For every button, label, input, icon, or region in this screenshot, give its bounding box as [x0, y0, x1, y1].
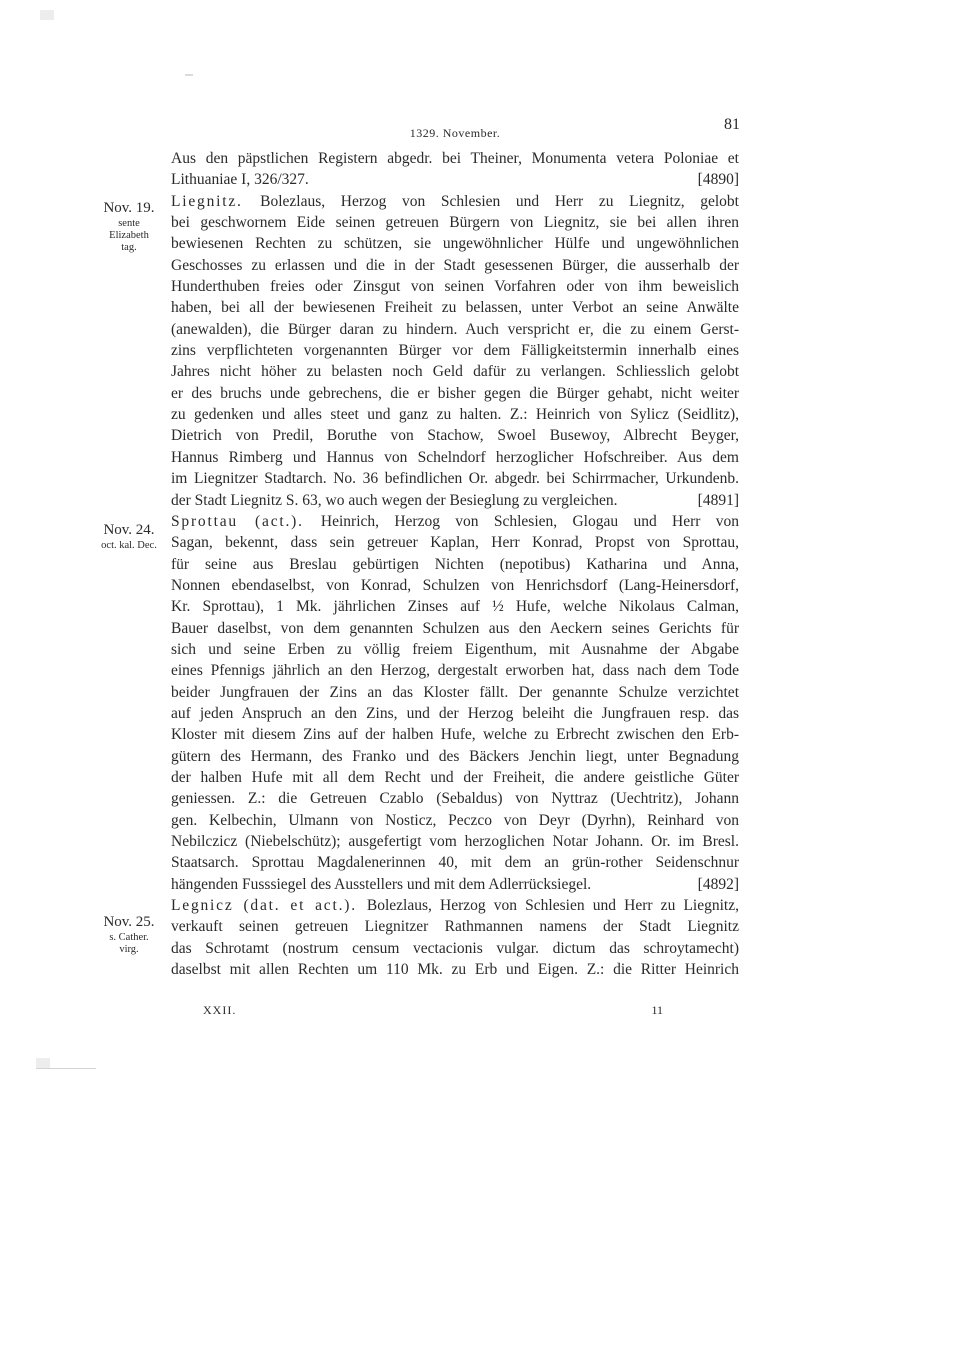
text-line: Dietrich von Predil, Boruthe von Stachow, Swoel Busewoy, Albrecht Beyger,	[171, 427, 739, 445]
text-line: Sagan, bekennt, dass sein getreuer Kaplan, Herr Konrad, Propst von Sprottau,	[171, 534, 739, 552]
sheet-signature: XXII.	[203, 1003, 237, 1017]
text-line: das Schrotamt (nostrum censum vectacionis vulgar. dictum das schroytamecht)	[171, 939, 739, 957]
text-line: (anewalden), die Bürger daran zu hindern. Auch verspricht er, die zu einem Gerst-	[171, 320, 739, 338]
text-line: Geschosses zu erlassen und die in der Stadt gesessenen Bürger, die ausserhalb der	[171, 256, 739, 274]
sheet-number: 11	[651, 1003, 663, 1017]
text-line: zins verpflichteten vorgenannten Bürger vor dem Fälligkeitstermin innerhalb eines	[171, 342, 739, 360]
text-line: Hannus Rimberg und Hannus von Schelndorf herzoglicher Hofschreiber. Aus dem	[171, 448, 739, 466]
text-line: Jahres nicht höher zu belasten noch Geld dafür zu verlangen. Schliesslich gelobt	[171, 363, 739, 381]
margin-date: Nov. 19.	[103, 200, 155, 216]
text-line: bewiesenen Rechten zu schützen, sie ungewöhnlicher Hülfe und ungewöhnlichen	[171, 235, 739, 253]
text-line: Hunderthuben freies oder Zinsgut von seinen Vorfahren oder von ihm beweislich	[171, 278, 739, 296]
text-fragment: der Stadt Liegnitz S. 63, wo auch wegen der Besieglung zu vergleichen.	[171, 491, 618, 509]
text-fragment: Bolezlaus, Herzog von Schlesien und Herr zu Liegnitz,	[366, 897, 739, 915]
text-fragment: Heinrich, Herzog von Schlesien, Glogau und Herr von	[320, 512, 739, 530]
text-line: daselbst mit allen Rechten um 110 Mk. zu Erb und Eigen. Z.: die Ritter Heinrich	[171, 961, 739, 979]
place-name: Sprottau (act.).	[171, 512, 321, 530]
text-line: Kr. Sprottau), 1 Mk. jährlichen Zinses auf ½ Hufe, welche Nikolaus Calman,	[171, 598, 739, 616]
text-line	[171, 511, 739, 532]
text-line: geniessen. Z.: die Getreuen Czablo (Sebaldus) von Nyttraz (Uechtritz), Johann	[171, 790, 739, 808]
place-name: Liegnitz.	[171, 192, 261, 210]
text-line: bei geschwornem Eide seinen getreuen Bürgern von Liegnitz, sie bei allen ihren	[171, 214, 739, 232]
page-number: 81	[724, 116, 740, 133]
margin-date: Nov. 24.	[103, 522, 155, 538]
text-line: haben, bei all der bewiesenen Freiheit zu belassen, unter Verbot an seine Anwälte	[171, 299, 739, 317]
margin-feast: virg.	[119, 944, 139, 955]
entry-number: [4890]	[697, 171, 739, 189]
text-line	[171, 169, 739, 190]
text-line: eines Pfennigs jährlich an den Herzog, dergestalt erworben hat, dass nach dem Tode	[171, 662, 739, 680]
text-line: sich und seine Erben zu völlig freiem Eigenthum, mit Ausnahme der Abgabe	[171, 640, 739, 658]
page-header	[170, 112, 740, 142]
text-line: Staatsarch. Sprottau Magdalenerinnen 40, mit dem an grün-rother Seidenschnur	[171, 854, 739, 872]
entry-number: [4892]	[697, 875, 739, 893]
text-line: Nebilczicz (Niebelschütz); ausgefertigt vom herzoglichen Notar Johann. Or. im Bresl.	[171, 833, 739, 850]
margin-feast: sente	[118, 218, 140, 229]
text-fragment: Lithuaniae I, 326/327.	[171, 171, 309, 189]
margin-note-nov-24	[90, 520, 168, 552]
text-line: beider Jungfrauen der Zins an das Kloster fällt. Der genannte Schulze verzichtet	[171, 683, 739, 701]
text-line: im Liegnitzer Stadtarch. No. 36 befindlichen Or. abgedr. bei Schirrmacher, Urkundenb.	[171, 470, 739, 488]
text-line: gen. Kelbechin, Ulmann von Nosticz, Peczco von Deyr (Dyrhn), Reinhard von	[171, 811, 739, 829]
margin-feast: oct. kal. Dec.	[101, 540, 157, 551]
running-head-date: 1329. November.	[409, 126, 501, 140]
text-line: zu gedenken und alles steet und ganz zu halten. Z.: Heinrich von Sylicz (Seidlitz),	[171, 406, 739, 424]
text-line: Bauer daselbst, von dem genannten Schulzen aus den Aeckern seines Gerichts für	[171, 619, 739, 637]
text-line	[171, 490, 739, 511]
text-line: gütern des Hermann, des Franko und des Bäckers Jenchin liegt, unter Begnadung	[171, 747, 739, 765]
margin-date: Nov. 25.	[103, 914, 155, 930]
text-line	[171, 895, 739, 916]
margin-note-nov-19	[90, 198, 168, 254]
scan-speck	[185, 74, 193, 76]
text-line	[171, 874, 739, 895]
text-line: der halben Hufe mit all dem Recht und der Freiheit, die andere geistliche Güter	[171, 768, 739, 786]
text-line: Aus den päpstlichen Registern abgedr. bei Theiner, Monumenta vetera Poloniae et	[171, 150, 739, 167]
text-line: für seine aus Breslau gebürtigen Nichten (nepotibus) Katharina und Anna,	[171, 555, 739, 573]
margin-note-nov-25	[90, 912, 168, 956]
scan-speck	[36, 1068, 96, 1069]
text-fragment: hängenden Fusssiegel des Ausstellers und mit dem Adlerrücksiegel.	[171, 875, 592, 893]
place-name: Legnicz (dat. et act.).	[171, 897, 367, 915]
margin-feast: s. Cather.	[109, 932, 149, 943]
entry-number: [4891]	[697, 491, 739, 509]
text-line: verkauft seinen getreuen Liegnitzer Rathmannen namens der Stadt Liegnitz	[171, 918, 739, 936]
margin-feast: Elizabeth	[109, 230, 149, 241]
text-line: er des bruchs unde gebrechens, die er bisher gegen die Bürger gehabt, nicht weiter	[171, 384, 739, 402]
document-body	[171, 148, 739, 980]
text-line: auf jeden Anspruch an den Zins, und der Herzog beleiht die Jungfrauen resp. das	[171, 704, 739, 722]
scan-speck	[36, 1058, 50, 1068]
text-line	[171, 191, 739, 212]
scan-speck	[40, 10, 54, 20]
text-line: Kloster mit diesem Zins auf der halben Hufe, welche zu Erbrecht zwischen den Erb-	[171, 726, 739, 744]
text-line: Nonnen ebendaselbst, von Konrad, Schulzen von Henrichsdorf (Lang-Heinersdorf,	[171, 576, 739, 594]
text-fragment: Bolezlaus, Herzog von Schlesien und Herr zu Liegnitz, gelobt	[260, 192, 739, 210]
margin-feast: tag.	[121, 242, 137, 253]
